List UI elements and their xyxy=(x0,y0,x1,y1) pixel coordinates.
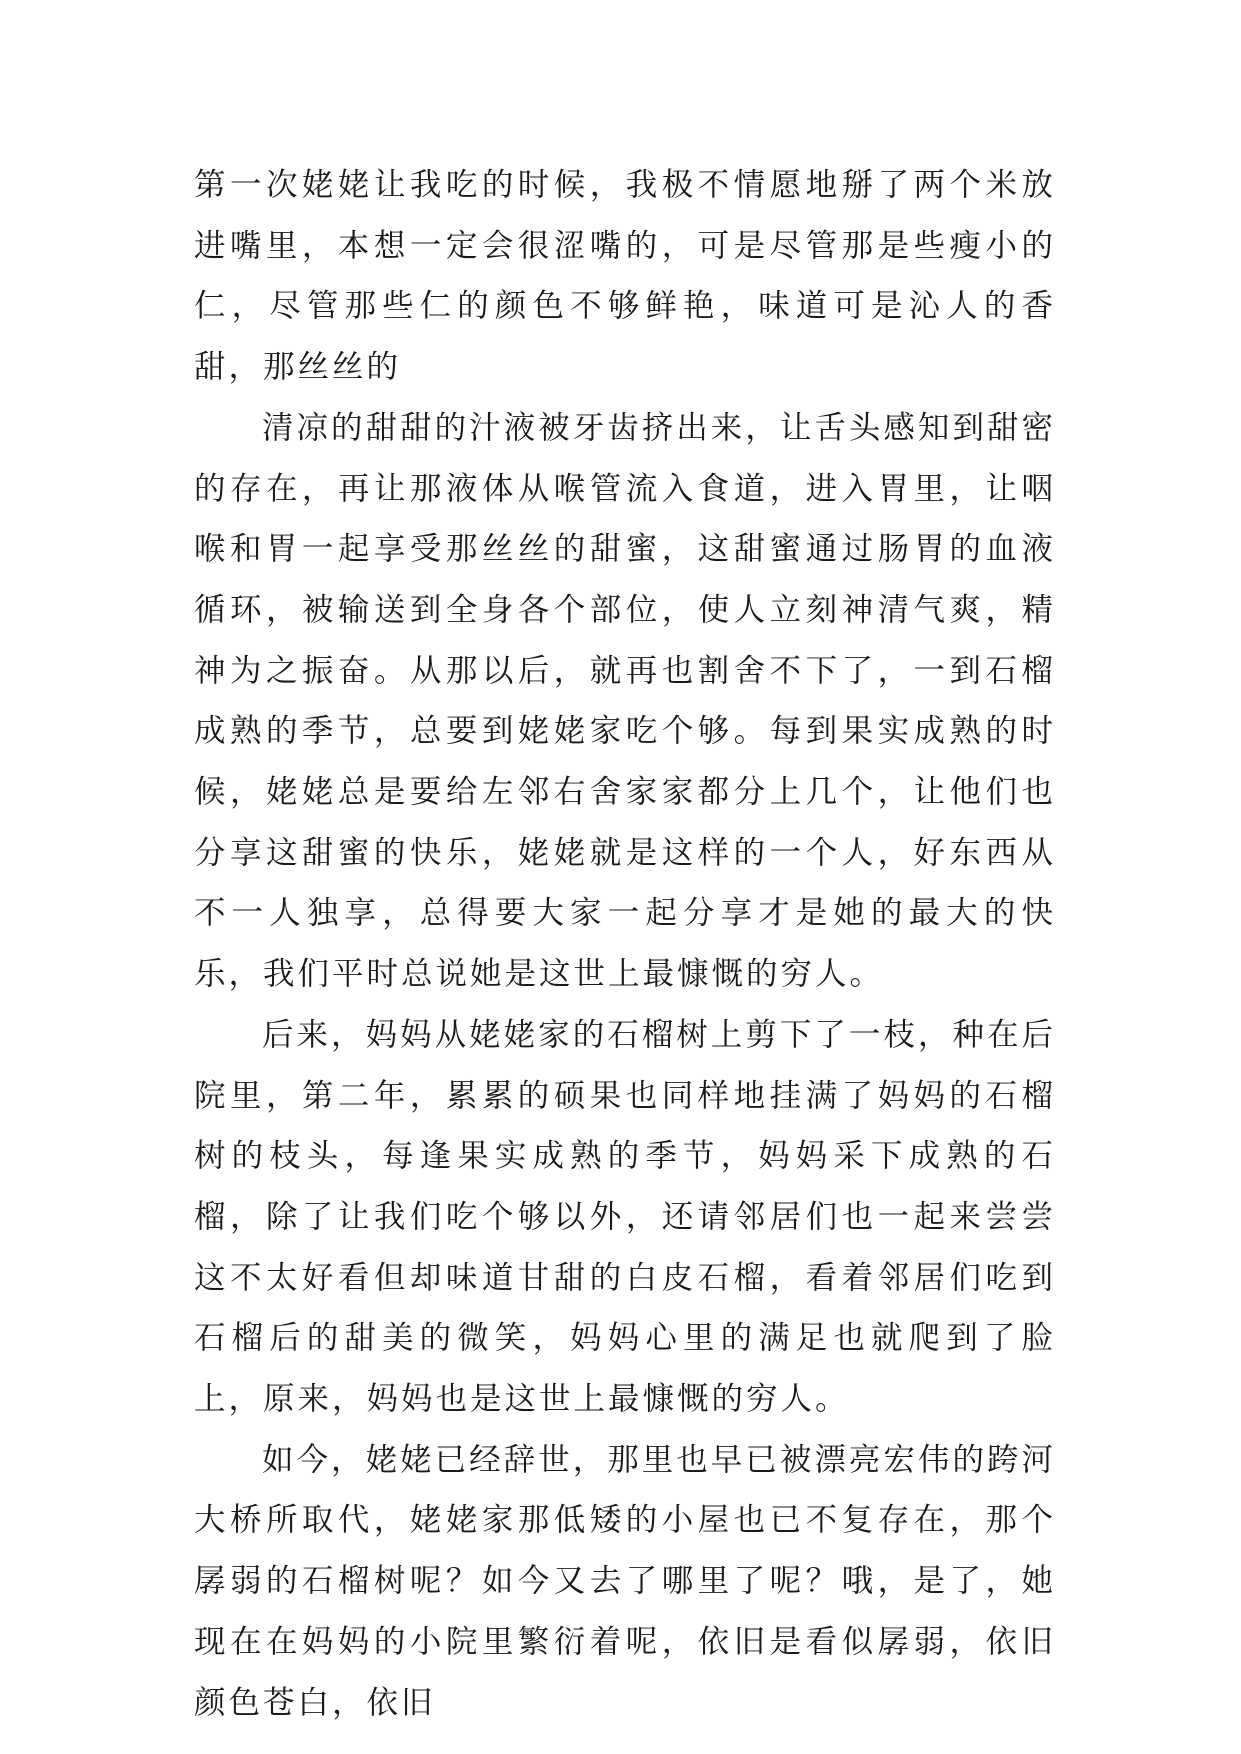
paragraph-4: 如今，姥姥已经辞世，那里也早已被漂亮宏伟的跨河大桥所取代，姥姥家那低矮的小屋也已不复存在，那个孱弱的石榴树呢？如今又去了哪里了呢？哦，是了，她现在在妈妈的小院里繁衍着呢，依旧是看似孱弱，依旧颜色苍白，依旧 xyxy=(194,1441,1056,1721)
paragraph-2: 清凉的甜甜的汁液被牙齿挤出来，让舌头感知到甜密的存在，再让那液体从喉管流入食道，进入胃里，让咽喉和胃一起享受那丝丝的甜蜜，这甜蜜通过肠胃的血液循环，被输送到全身各个部位，使人立刻神清气爽，精神为之振奋。从那以后，就再也割舍不下了，一到石榴成熟的季节，总要到姥姥家吃个够。每到果实成熟的时候，姥姥总是要给左邻右舍家家都分上几个，让他们也分享这甜蜜的快乐，姥姥就是这样的一个人，好东西从不一人独享，总得要大家一起分享才是她的最大的快乐，我们平时总说她是这世上最慷慨的穷人。 xyxy=(194,409,1056,993)
paragraph-1: 第一次姥姥让我吃的时候，我极不情愿地掰了两个米放进嘴里，本想一定会很涩嘴的，可是尽管那是些瘦小的仁，尽管那些仁的颜色不够鲜艳，味道可是沁人的香甜，那丝丝的 xyxy=(194,167,1056,386)
paragraph-3: 后来，妈妈从姥姥家的石榴树上剪下了一枝，种在后院里，第二年，累累的硕果也同样地挂满了妈妈的石榴树的枝头，每逢果实成熟的季节，妈妈采下成熟的石榴，除了让我们吃个够以外，还请邻居们也一起来尝尝这不太好看但却味道甘甜的白皮石榴，看着邻居们吃到石榴后的甜美的微笑，妈妈心里的满足也就爬到了脸上，原来，妈妈也是这世上最慷慨的穷人。 xyxy=(194,1016,1056,1418)
body-text xyxy=(194,155,1056,1733)
